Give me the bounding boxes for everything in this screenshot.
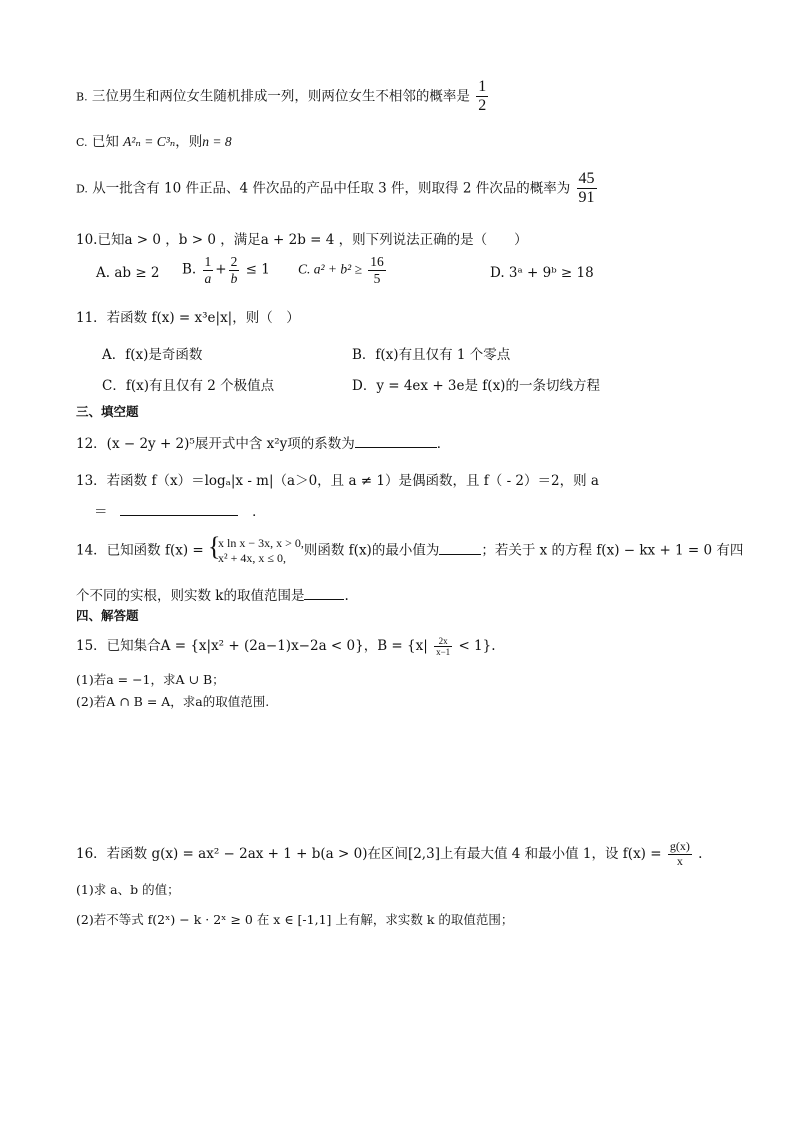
- fraction: [434, 636, 452, 658]
- fraction-numerator: 1: [476, 78, 488, 97]
- section-heading-answer: 四、解答题: [76, 608, 139, 623]
- fraction: [668, 840, 692, 869]
- q15-stem-pre: 15．已知集合A = {x|x² + (2a−1)x−2a < 0}，B = {x|: [76, 638, 428, 654]
- q9-option-d: [76, 170, 599, 208]
- q11-option-a: A．f(x)是奇函数: [102, 347, 203, 363]
- q14-line2-text: 个不同的实根，则实数 k的取值范围是: [76, 588, 305, 604]
- q12: [76, 432, 450, 452]
- fraction-denominator: x: [676, 853, 683, 868]
- q15-part2: (2)若A ∩ B = A，求a的取值范围.: [76, 694, 270, 709]
- q14-line2: [76, 584, 349, 604]
- option-label: B.: [76, 90, 88, 104]
- fraction-denominator: x−1: [436, 647, 451, 657]
- q10-stem: 10.已知a > 0 ，b > 0 ，满足a + 2b = 4 ，则下列说法正确的是（ ）: [76, 232, 528, 248]
- fraction-1-over-a: $\frac{1}{a}$: [204, 254, 212, 286]
- fraction-denominator: 2: [478, 97, 487, 115]
- q13-equals: ＝: [94, 504, 108, 520]
- option-label: B.: [182, 261, 197, 278]
- option-text: 从一批含有 10 件正品、4 件次品的产品中任取 3 件，则取得 2 件次品的概率为: [92, 180, 571, 197]
- option-label: C.: [76, 136, 88, 149]
- q11-stem: 11．若函数 f(x) = x³e|x|，则（ ）: [76, 310, 300, 326]
- option-text: 三位男生和两位女生随机排成一列，则两位女生不相邻的概率是: [91, 88, 470, 105]
- q11-option-c: C．f(x)有且仅有 2 个极值点: [102, 378, 275, 394]
- q15-stem: [76, 634, 496, 657]
- q9-option-c: [76, 130, 232, 150]
- q16-stem: [76, 840, 702, 869]
- answer-blank[interactable]: [120, 503, 238, 516]
- piece-1: x ln x − 3x, x > 0,: [218, 536, 304, 550]
- q16-part1: (1)求 a、b 的值；: [76, 882, 180, 897]
- fraction: [577, 170, 597, 208]
- fraction-2-over-b: $\frac{2}{b}$: [230, 254, 238, 286]
- q16-stem-pre: 16．若函数 g(x) = ax² − 2ax + 1 + b(a > 0)在区间[2,3]上有最大值 4 和最小值 1，设 f(x) =: [76, 845, 662, 862]
- option-text-post: ，则: [175, 134, 203, 150]
- fraction: [368, 254, 386, 286]
- q15-stem-post: < 1}.: [458, 638, 496, 654]
- option-label: D.: [76, 182, 88, 196]
- answer-blank[interactable]: [355, 435, 437, 448]
- q13-line1: 13．若函数 f（x）＝logₐ|x - m|（a＞0，且 a ≠ 1）是偶函数，且 f（ - 2）＝2，则 a: [76, 473, 599, 489]
- q10-option-c: [298, 254, 388, 286]
- q15-part1: (1)若a = −1，求A ∪ B；: [76, 672, 225, 687]
- q14-end: .: [344, 588, 349, 604]
- answer-blank-min[interactable]: [439, 542, 481, 555]
- q10-option-d: D. 3ᵃ + 9ᵇ ≥ 18: [490, 265, 594, 281]
- section-heading-fill-blank: 三、填空题: [76, 404, 139, 419]
- option-tail: ≤ 1: [245, 261, 270, 278]
- q16-part2: (2)若不等式 f(2ˣ) − k · 2ˣ ≥ 0 在 x ∈ [-1,1] 上有解，求实数 k 的取值范围；: [76, 912, 514, 927]
- fraction-denominator: 91: [578, 189, 595, 207]
- q14-mid: 则函数 f(x)的最小值为: [303, 542, 440, 559]
- fraction-numerator: 45: [577, 170, 597, 189]
- q11-option-d: D．y = 4ex + 3e是 f(x)的一条切线方程: [352, 378, 600, 394]
- q9-option-b: [76, 78, 490, 116]
- q16-stem-end: .: [698, 845, 703, 862]
- q13-line2: [94, 500, 266, 520]
- fraction-numerator: 16: [370, 254, 384, 269]
- q14-pre: 14．已知函数 f(x) =: [76, 542, 204, 559]
- formula-result: n = 8: [202, 134, 232, 149]
- q14-post: ；若关于 x 的方程 f(x) − kx + 1 = 0 有四: [481, 542, 744, 559]
- q12-end: ．: [436, 436, 451, 452]
- piece-2: x² + 4x, x ≤ 0,: [218, 551, 286, 565]
- fraction-denominator: 5: [373, 270, 381, 286]
- fraction: [476, 78, 488, 116]
- option-text: C. a² + b² ≥: [298, 261, 362, 277]
- fraction-numerator: 2x: [434, 636, 452, 647]
- q11-option-b: B．f(x)有且仅有 1 个零点: [352, 347, 511, 363]
- q12-text: 12．(x − 2y + 2)⁵展开式中含 x²y项的系数为: [76, 436, 355, 452]
- answer-blank-k[interactable]: [304, 587, 344, 600]
- formula: A²ₙ = C³ₙ: [123, 134, 176, 149]
- option-text-pre: 已知: [91, 134, 119, 150]
- fraction-numerator: g(x): [669, 839, 690, 853]
- q10-option-b: B. $\frac{1}{a}$ + $\frac{2}{b}$ ≤ 1: [182, 254, 270, 286]
- q14-line1: [76, 532, 744, 566]
- q13-end: ．: [252, 504, 266, 520]
- q10-option-a: A. ab ≥ 2: [96, 265, 160, 281]
- piecewise-function: { x ln x − 3x, x > 0, x² + 4x, x ≤ 0,: [208, 532, 304, 565]
